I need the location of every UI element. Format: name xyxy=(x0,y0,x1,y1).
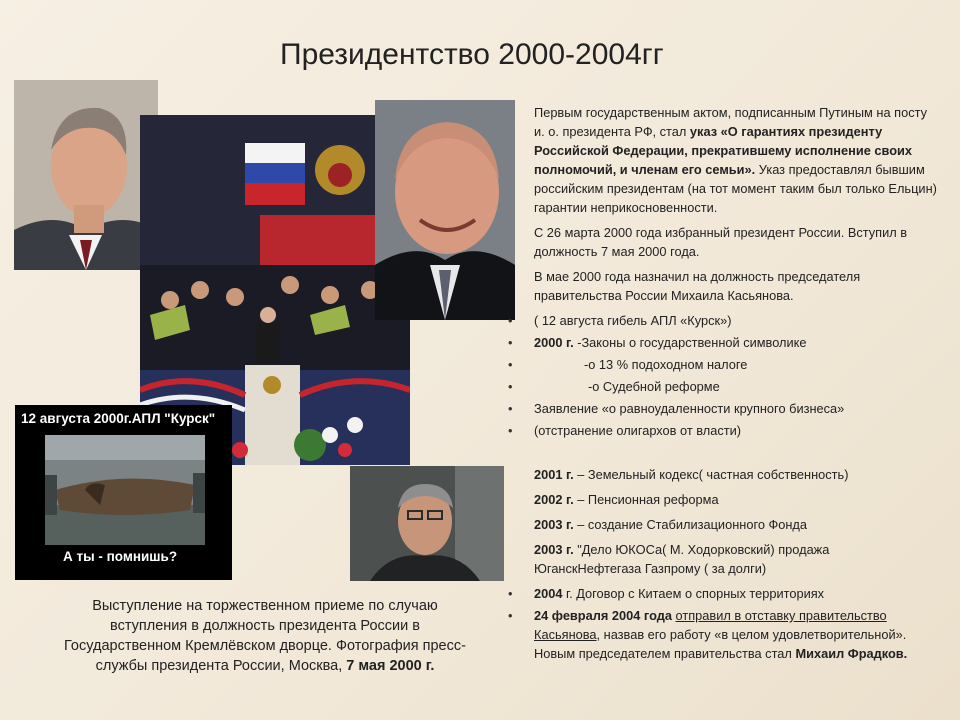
list-item: • -о Судебной реформе xyxy=(534,377,939,396)
caption-date: 7 мая 2000 г. xyxy=(346,658,435,674)
item-2003-fund: 2003 г. – создание Стабилизационного Фонда xyxy=(534,517,807,532)
portrait-kasyanov-image xyxy=(14,80,158,270)
p1-text-2: Указ предоставлял бывшим российским президентам (на тот момент таким был только Ельцин) гарантии неприкосновенности. xyxy=(534,162,937,215)
portrait-fradkov-image xyxy=(375,100,515,320)
list-item: • -о 13 % подоходном налоге xyxy=(534,355,939,374)
paragraph-kasyanov: В мае 2000 года назначил на должность председателя правительства России Михаила Касьянова. xyxy=(534,269,861,303)
list-item: • Заявление «о равноудаленности крупного бизнеса» xyxy=(534,399,939,418)
kasyanov-dismissal-link[interactable]: отправил в отставку правительство Касьянова xyxy=(534,608,887,642)
kursk-footer: А ты - помнишь? xyxy=(63,549,178,564)
list-item: • 24 февраля 2004 года отправил в отставку правительство Касьянова, назвав его работу «в целом удовлетворительной». Новым председателем правительства стал Михаил Фрадков. xyxy=(534,606,939,663)
kursk-header: 12 августа 2000г.АПЛ "Курск" xyxy=(21,411,216,426)
list-item: • 2000 г. -Законы о государственной символике xyxy=(534,333,939,352)
list-item: • 2004 г. Договор с Китаем о спорных территориях xyxy=(534,584,939,603)
caption-text: Выступление на торжественном приеме по случаю вступления в должность президента России в Государственном Кремлёвском дворце. Фотография пресс-службы президента России, Москва, xyxy=(64,598,466,674)
list-item: • (отстранение олигархов от власти) xyxy=(534,421,939,440)
p1-text: Первым государственным актом, подписанным Путиным на посту и. о. президента РФ, стал xyxy=(534,105,927,139)
content-text xyxy=(534,103,939,666)
item-2002: 2002 г. – Пенсионная реформа xyxy=(534,492,719,507)
slide-title: Президентство 2000-2004гг xyxy=(280,38,664,71)
portrait-khodorkovsky-image xyxy=(350,466,504,581)
item-2003-yukos: 2003 г. "Дело ЮКОСа( М. Ходорковский) продажа ЮганскНефтегаза Газпрому ( за долги) xyxy=(534,542,830,576)
list-item: • ( 12 августа гибель АПЛ «Курск») xyxy=(534,311,939,330)
p1-decree: указ «О гарантиях президенту Российской Федерации, прекратившему исполнение своих полномочий, и членам его семьи». xyxy=(534,124,913,177)
events-list-2004 xyxy=(534,584,939,663)
paragraph-first-act xyxy=(534,103,939,217)
kasyanov-photo xyxy=(14,80,158,270)
fradkov-photo xyxy=(375,100,515,320)
kursk-submarine-image xyxy=(45,435,205,545)
paragraph-inauguration: С 26 марта 2000 года избранный президент России. Вступил в должность 7 мая 2000 года. xyxy=(534,225,908,259)
khodorkovsky-photo xyxy=(350,466,504,581)
kursk-photo xyxy=(15,405,232,580)
events-list-2000 xyxy=(534,311,939,440)
item-2001: 2001 г. – Земельный кодекс( частная собственность) xyxy=(534,467,849,482)
photo-caption xyxy=(55,596,475,676)
